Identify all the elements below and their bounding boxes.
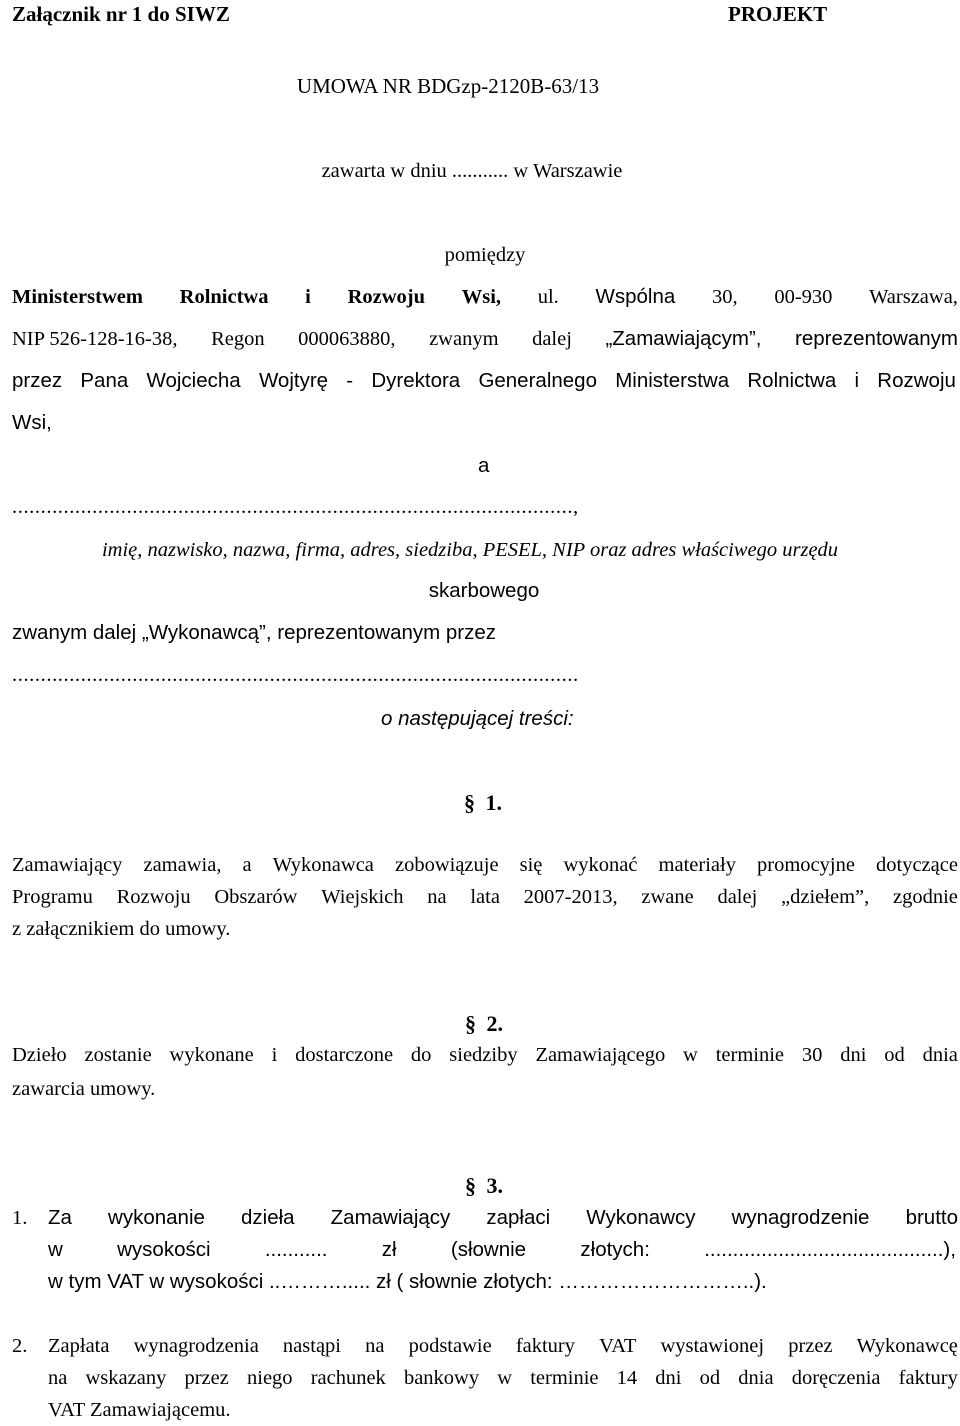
word: Rozwoju (116, 886, 191, 908)
word: w (48, 1238, 63, 1261)
word: na (365, 1335, 385, 1357)
content-intro: o następującej treści: (381, 707, 574, 730)
word: lata (470, 886, 500, 908)
word: dalej (717, 886, 758, 908)
word: Wsi, (461, 286, 502, 308)
word: dotyczące (876, 854, 958, 876)
item-2-line-2 (48, 1368, 958, 1389)
word: reprezentowanym (795, 327, 958, 350)
section-number: 2. (486, 1011, 503, 1036)
word: Rolnictwa (747, 369, 837, 392)
word: Pana (80, 369, 129, 392)
word: doręczenia (791, 1367, 881, 1389)
word: na (427, 886, 447, 908)
word: brutto (905, 1206, 958, 1229)
word: faktury (898, 1367, 958, 1389)
item-2-line-1 (48, 1336, 958, 1357)
word: i (854, 369, 860, 392)
word: zamawia, (143, 854, 222, 876)
draft-label: PROJEKT (728, 2, 828, 26)
section-number: 3. (486, 1173, 503, 1198)
word: faktury (515, 1335, 576, 1357)
word: Rozwoju (347, 286, 426, 308)
item-1-line-1 (48, 1208, 958, 1229)
word: zwanym (429, 328, 499, 350)
word: 000063880, (298, 328, 396, 350)
contractor-called: zwanym dalej „Wykonawcą”, reprezentowanym przez (12, 621, 497, 644)
word: VAT (599, 1335, 637, 1357)
word: zwane (641, 886, 694, 908)
word: „Zamawiającym”, (605, 327, 762, 350)
concluded-line: zawarta w dniu ........... w Warszawie (321, 160, 623, 182)
word: i (271, 1044, 278, 1066)
section-1-line-3: z załącznikiem do umowy. (12, 918, 231, 940)
word: Wykonawcę (856, 1335, 958, 1357)
word: 14 (616, 1367, 638, 1389)
word: ........... (264, 1238, 328, 1261)
word: w (683, 1044, 698, 1066)
contractor-dots: .................................................................................................., (12, 496, 579, 518)
word: Ministerstwa (615, 369, 730, 392)
contractor-hint-line-2: skarbowego (428, 579, 540, 602)
word: Wojciecha (146, 369, 241, 392)
paragraph-symbol: § (465, 1173, 476, 1198)
word: ul. (537, 286, 559, 308)
contract-title: UMOWA NR BDGzp-2120B-63/13 (296, 74, 600, 98)
word: „dziełem”, (781, 886, 870, 908)
word: Warszawa, (869, 286, 958, 308)
item-1-number: 1. (12, 1207, 28, 1229)
word: Ministerstwem (12, 286, 143, 308)
word: się (519, 854, 543, 876)
word: Wiejskich (321, 886, 404, 908)
word: terminie (715, 1044, 785, 1066)
word: złotych: (580, 1238, 650, 1261)
paragraph-symbol: § (464, 790, 475, 815)
word: przez (788, 1335, 833, 1357)
section-3-heading (465, 1175, 503, 1197)
word: (słownie (450, 1238, 527, 1261)
word: Wykonawca (272, 854, 374, 876)
paragraph-symbol: § (465, 1011, 476, 1036)
word: wskazany (85, 1367, 167, 1389)
section-1-heading (464, 792, 502, 814)
word: Zapłata (48, 1335, 110, 1357)
and-word: a (478, 454, 490, 477)
item-1-line-3: w tym VAT w wysokości ..………..... zł ( słownie złotych: ………………………..). (48, 1270, 767, 1293)
word: do (410, 1044, 432, 1066)
word: od (884, 1044, 905, 1066)
word: 00-930 (774, 286, 833, 308)
word: wynagrodzenia (133, 1335, 259, 1357)
word: Wojtyrę (258, 369, 329, 392)
word: Regon (211, 328, 265, 350)
word: wykonać (563, 854, 638, 876)
word: dzieła (241, 1206, 295, 1229)
ministry-line-3 (12, 371, 956, 392)
word: 30 (801, 1044, 823, 1066)
word: od (699, 1367, 721, 1389)
word: Dzieło (12, 1044, 67, 1066)
word: Obszarów (214, 886, 298, 908)
word: NIP 526-128-16-38, (12, 328, 178, 350)
word: terminie (530, 1367, 599, 1389)
word: zł (381, 1238, 397, 1261)
word: dostarczone (295, 1044, 394, 1066)
word: wykonane (169, 1044, 254, 1066)
word: Programu (12, 886, 93, 908)
word: bankowy (403, 1367, 480, 1389)
word: zgodnie (892, 886, 958, 908)
representative-dots: ................................................................................................... (12, 664, 579, 686)
word: wystawionej (660, 1335, 765, 1357)
contractor-hint-line-1: imię, nazwisko, nazwa, firma, adres, siedziba, PESEL, NIP oraz adres właściwego urzędu (101, 539, 839, 561)
word: na (48, 1367, 68, 1389)
word: Zamawiający (12, 854, 123, 876)
word: Za (48, 1206, 72, 1229)
ministry-line-4: Wsi, (12, 411, 52, 434)
word: ..........................................), (704, 1238, 956, 1261)
word: dni (655, 1367, 682, 1389)
word: dalej (532, 328, 572, 350)
section-1-line-1 (12, 855, 958, 876)
word: w (497, 1367, 513, 1389)
word: wykonanie (108, 1206, 205, 1229)
word: przez (184, 1367, 229, 1389)
word: wynagrodzenie (731, 1206, 870, 1229)
word: 30, (711, 286, 738, 308)
section-2-heading (465, 1013, 503, 1035)
word: niego (247, 1367, 293, 1389)
word: 2007-2013, (523, 886, 618, 908)
word: wysokości (117, 1238, 211, 1261)
word: Wspólna (595, 285, 676, 308)
word: materiały (658, 854, 736, 876)
word: zapłaci (486, 1206, 551, 1229)
between-word: pomiędzy (444, 244, 526, 266)
item-1-line-2 (48, 1240, 956, 1261)
word: dni (840, 1044, 867, 1066)
section-2-line-1 (12, 1045, 958, 1066)
word: Wykonawcy (586, 1206, 696, 1229)
word: dnia (922, 1044, 958, 1066)
word: i (305, 286, 311, 308)
ministry-line-2 (12, 329, 958, 350)
word: siedziby (449, 1044, 518, 1066)
word: a (242, 854, 252, 876)
word: Generalnego (478, 369, 597, 392)
section-number: 1. (485, 790, 502, 815)
word: nastąpi (282, 1335, 341, 1357)
word: Zamawiający (330, 1206, 451, 1229)
item-2-number: 2. (12, 1335, 28, 1357)
word: dnia (738, 1367, 774, 1389)
word: Zamawiającego (535, 1044, 666, 1066)
item-2-line-3: VAT Zamawiającemu. (48, 1399, 231, 1421)
attachment-label: Załącznik nr 1 do SIWZ (12, 2, 230, 26)
ministry-line-1 (12, 287, 958, 308)
word: przez (12, 369, 63, 392)
word: - (346, 369, 354, 392)
word: rachunek (310, 1367, 386, 1389)
word: zostanie (84, 1044, 152, 1066)
word: Rozwoju (877, 369, 956, 392)
word: podstawie (408, 1335, 492, 1357)
word: promocyjne (757, 854, 855, 876)
word: Dyrektora (371, 369, 461, 392)
word: zobowiązuje (394, 854, 499, 876)
word: Rolnictwa (179, 286, 269, 308)
section-1-line-2 (12, 887, 958, 908)
section-2-line-2: zawarcia umowy. (12, 1078, 156, 1100)
